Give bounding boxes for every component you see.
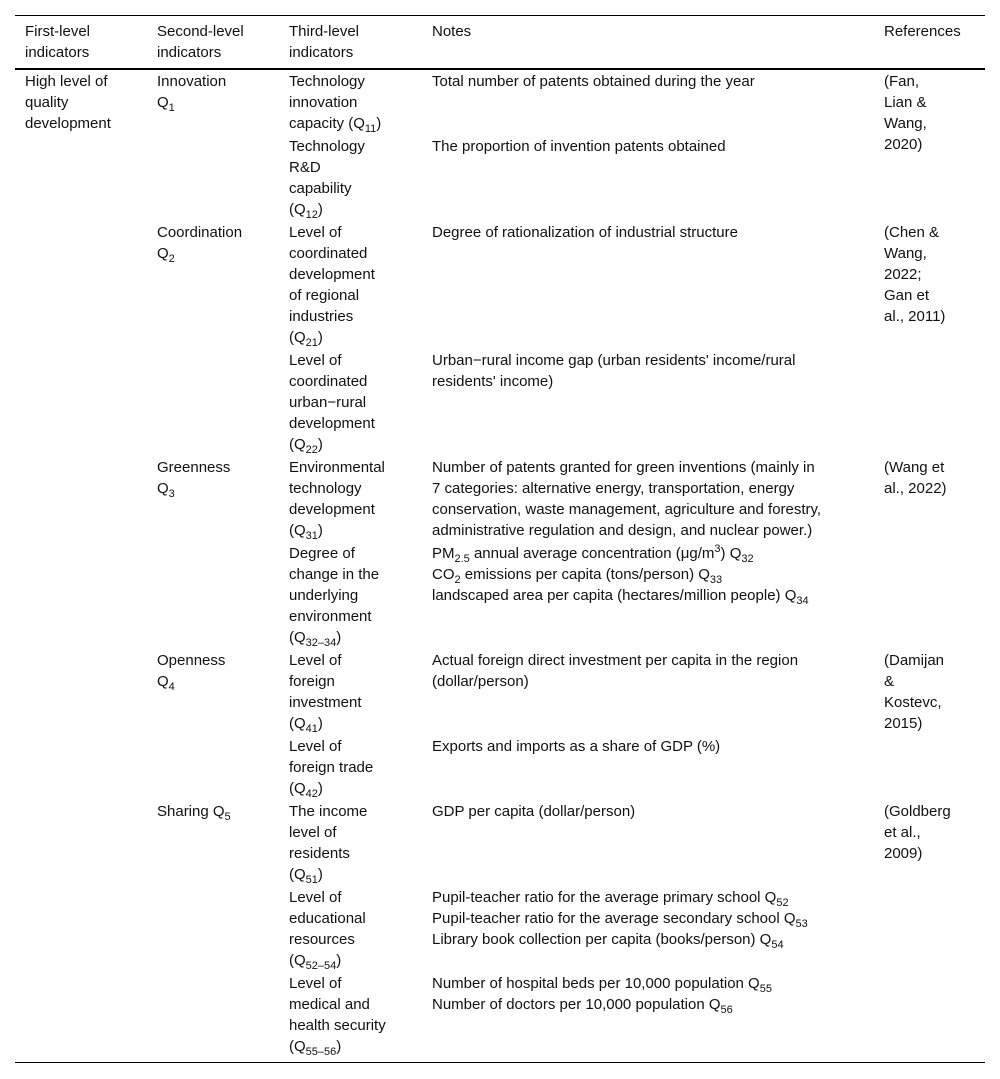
third-level-q32-34: Degree of change in the underlying environment $(Q_{32-34})$	[289, 545, 380, 649]
third-level-q21: Level of coordinated development of regional industries $(Q_{21})$	[289, 224, 375, 349]
second-level-coordination: Coordination $Q_2$	[157, 224, 243, 265]
note-q41: Actual foreign direct investment per capita in the region (dollar/person)	[432, 652, 799, 690]
reference-innovation: (Fan, Lian & Wang, 2020)	[884, 73, 927, 153]
note-q53: Pupil-teacher ratio for the average secondary school $Q_{53}$	[432, 910, 808, 930]
reference-coordination: (Chen & Wang, 2022; Gan et al., 2011)	[884, 224, 946, 325]
note-pm25: $PM_{2.5}$ annual average concentration $(\mu g/m^3)$ $Q_{32}$	[432, 543, 754, 565]
note-q31: Number of patents granted for green inventions (mainly in 7 categories: alternative energy, transportation, energy conservation, waste management, agriculture and forestry, administrative regulation and design, and nuclear power.)	[432, 459, 822, 539]
reference-openness: (Damijan & Kostevc, 2015)	[884, 652, 945, 732]
reference-sharing: (Goldberg et al., 2009)	[884, 803, 951, 862]
note-q51: GDP per capita (dollar/person)	[432, 803, 636, 820]
second-level-greenness: Greenness $Q_3$	[157, 459, 231, 500]
header-second-level: Second-level indicators	[157, 23, 244, 61]
reference-greenness: (Wang et al., 2022)	[884, 459, 947, 497]
second-level-sharing: Sharing $Q_5$	[157, 803, 231, 823]
note-q21: Degree of rationalization of industrial structure	[432, 224, 738, 241]
third-level-q31: Environmental technology development $(Q_{31})$	[289, 459, 385, 542]
note-q22: Urban−rural income gap (urban residents' income/rural residents' income)	[432, 352, 796, 390]
note-q52-54	[432, 887, 872, 950]
third-level-q11: Technology innovation capacity $(Q_{11})$	[289, 73, 382, 135]
third-level-q51: The income level of residents $(Q_{51})$	[289, 803, 368, 886]
header-first-level: First-level indicators	[25, 23, 91, 61]
note-landscape: landscaped area per capita (hectares/million people) $Q_{34}$	[432, 587, 809, 607]
header-notes: Notes	[432, 23, 472, 40]
note-q56: Number of doctors per 10,000 population $Q_{56}$	[432, 996, 733, 1016]
table-bottom-rule	[15, 1062, 985, 1063]
third-level-q41: Level of foreign investment $(Q_{41})$	[289, 652, 362, 735]
note-q54: Library book collection per capita (books/person) $Q_{54}$	[432, 931, 784, 951]
header-references: References	[884, 23, 961, 40]
third-level-q42: Level of foreign trade $(Q_{42})$	[289, 738, 374, 800]
note-co2: $CO_2$ emissions per capita (tons/person) $Q_{33}$	[432, 566, 723, 586]
table-top-rule	[15, 15, 985, 16]
third-level-q55-56: Level of medical and health security $(Q_{55-56})$	[289, 975, 386, 1058]
header-rule	[15, 68, 985, 70]
third-level-q12: Technology R&D capability $(Q_{12})$	[289, 138, 365, 221]
third-level-q52-54: Level of educational resources $(Q_{52-54})$	[289, 889, 366, 972]
note-q55-56	[432, 973, 872, 1015]
header-third-level: Third-level indicators	[289, 23, 360, 61]
first-level-indicator: High level of quality development	[25, 73, 111, 132]
third-level-q22: Level of coordinated urban−rural development $(Q_{22})$	[289, 352, 375, 456]
note-q42: Exports and imports as a share of GDP (%)	[432, 738, 721, 755]
note-q12: The proportion of invention patents obtained	[432, 138, 726, 155]
second-level-openness: Openness $Q_4$	[157, 652, 226, 693]
note-q11: Total number of patents obtained during the year	[432, 73, 755, 90]
second-level-innovation: Innovation $Q_1$	[157, 73, 227, 114]
note-q32-34	[432, 543, 872, 606]
note-q55: Number of hospital beds per 10,000 population $Q_{55}$	[432, 975, 772, 995]
note-q52: Pupil-teacher ratio for the average primary school $Q_{52}$	[432, 889, 789, 909]
